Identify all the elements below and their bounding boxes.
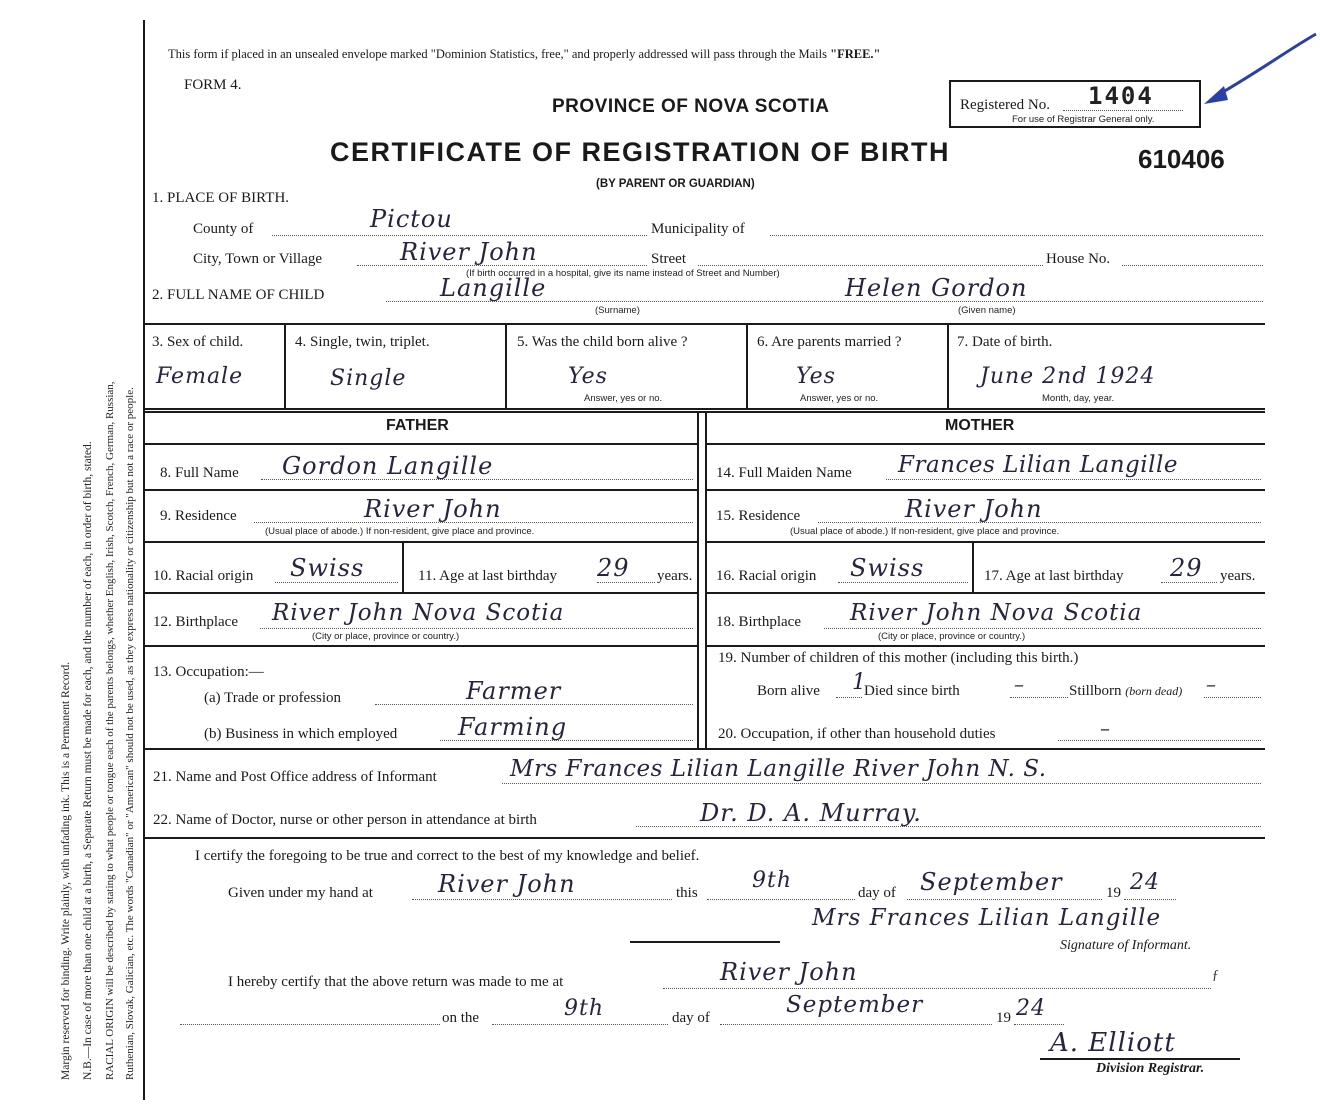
dob-value: June 2nd 1924 — [980, 364, 1156, 389]
mail-notice-free: "FREE." — [830, 47, 881, 61]
on-the-label: on the — [442, 1010, 480, 1026]
father-trade-value: Farmer — [466, 677, 562, 705]
mother-occupation-label: 20. Occupation, if other than household duties — [718, 726, 996, 742]
city-label: City, Town or Village — [193, 251, 323, 267]
father-age-label: 11. Age at last birthday — [418, 568, 557, 584]
plurality-label: 4. Single, twin, triplet. — [295, 334, 430, 350]
registrar-place: River John — [720, 958, 858, 986]
registrar-year-prefix: 19 — [996, 1010, 1011, 1026]
margin-note-3: RACIAL ORIGIN will be described by stating to what people or tongue each of the parents belongs, whether English, Irish, Scotch, French, German, Russian, — [104, 381, 116, 1080]
mail-notice — [168, 47, 880, 62]
father-residence-label: 9. Residence — [160, 508, 237, 524]
house-label: House No. — [1046, 251, 1111, 267]
margin-note-4: Ruthenian, Slovak, Galician, etc. The words "Canadian" or "American" should not be used, as they express nationality or citizenship but not a race or people. — [124, 387, 136, 1080]
father-birthplace-value: River John Nova Scotia — [272, 600, 565, 626]
registrar-statement: I hereby certify that the above return was made to me at — [228, 974, 564, 990]
registrar-day: 9th — [564, 996, 605, 1021]
informant-signature: Mrs Frances Lilian Langille — [812, 905, 1162, 931]
registrar-day-of-label: day of — [672, 1010, 710, 1026]
married-label: 6. Are parents married ? — [757, 334, 902, 350]
mother-residence-caption: (Usual place of abode.) If non-resident, give place and province. — [790, 526, 1060, 537]
children-label: 19. Number of children of this mother (including this birth.) — [718, 650, 1079, 666]
mother-name-value: Frances Lilian Langille — [898, 452, 1178, 478]
sex-value: Female — [156, 364, 244, 389]
form-number: FORM 4. — [184, 77, 242, 93]
street-label: Street — [651, 251, 686, 267]
given-month: September — [920, 868, 1063, 896]
mother-birthplace-caption: (City or place, province or country.) — [878, 631, 1026, 642]
father-occupation-label: 13. Occupation:— — [153, 664, 264, 680]
informant-value: Mrs Frances Lilian Langille River John N. S. — [510, 756, 1047, 782]
father-name-value: Gordon Langille — [282, 452, 494, 480]
child-surname: Langille — [440, 274, 547, 302]
child-given-name: Helen Gordon — [845, 274, 1028, 302]
stillborn-note: (born dead) — [1125, 684, 1183, 698]
mother-heading: MOTHER — [945, 417, 1015, 434]
alive-label: 5. Was the child born alive ? — [517, 334, 688, 350]
married-caption: Answer, yes or no. — [800, 393, 879, 404]
margin-note-1: Margin reserved for binding. Write plainly, with unfading ink. This is a Permanent Record. — [60, 661, 72, 1080]
mother-residence-value: River John — [905, 495, 1043, 523]
father-business-value: Farming — [458, 713, 568, 741]
municipality-label: Municipality of — [651, 221, 745, 237]
stillborn-label — [1069, 683, 1182, 700]
given-year-prefix: 19 — [1106, 885, 1121, 901]
died-label: Died since birth — [864, 683, 960, 699]
registrar-month: September — [786, 992, 924, 1018]
doctor-label: 22. Name of Doctor, nurse or other person in attendance at birth — [153, 812, 537, 828]
child-name-label: 2. FULL NAME OF CHILD — [152, 287, 325, 303]
sex-label: 3. Sex of child. — [152, 334, 244, 350]
dob-label: 7. Date of birth. — [957, 334, 1053, 350]
given-label: Given under my hand at — [228, 885, 373, 901]
registrar-signature: A. Elliott — [1050, 1028, 1176, 1058]
father-residence-caption: (Usual place of abode.) If non-resident, give place and province. — [265, 526, 535, 537]
father-trade-label: (a) Trade or profession — [204, 690, 342, 706]
father-race-value: Swiss — [290, 554, 365, 582]
mother-age-label: 17. Age at last birthday — [984, 568, 1124, 584]
father-name-label: 8. Full Name — [160, 465, 239, 481]
mother-birthplace-label: 18. Birthplace — [716, 614, 801, 630]
surname-caption: (Surname) — [595, 305, 640, 316]
mother-age-unit: years. — [1220, 568, 1256, 584]
mother-birthplace-value: River John Nova Scotia — [850, 600, 1143, 626]
father-race-label: 10. Racial origin — [153, 568, 254, 584]
father-business-label: (b) Business in which employed — [204, 726, 398, 742]
born-alive-label: Born alive — [757, 683, 820, 699]
this-label: this — [676, 885, 698, 901]
left-border — [143, 20, 145, 1100]
dob-caption: Month, day, year. — [1042, 393, 1115, 404]
page-subtitle: (BY PARENT OR GUARDIAN) — [596, 178, 755, 190]
page-title: CERTIFICATE OF REGISTRATION OF BIRTH — [330, 137, 950, 167]
province-heading: PROVINCE OF NOVA SCOTIA — [552, 96, 830, 117]
mother-residence-label: 15. Residence — [716, 508, 801, 524]
serial-number: 610406 — [1138, 144, 1225, 174]
pen-arrow-mark — [1198, 28, 1320, 110]
alive-value: Yes — [568, 364, 608, 389]
plurality-value: Single — [330, 366, 407, 391]
certification-statement: I certify the foregoing to be true and correct to the best of my knowledge and belief. — [195, 848, 700, 864]
given-place: River John — [438, 870, 576, 898]
registered-number: 1404 — [1088, 82, 1154, 110]
given-day: 9th — [752, 868, 793, 893]
city-value: River John — [400, 238, 538, 266]
stillborn-text: Stillborn — [1069, 683, 1122, 699]
married-value: Yes — [796, 364, 836, 389]
place-of-birth-heading: 1. PLACE OF BIRTH. — [152, 190, 290, 206]
mother-race-label: 16. Racial origin — [716, 568, 817, 584]
day-of-label: day of — [858, 885, 896, 901]
stillborn-value: – — [1206, 672, 1217, 696]
mother-name-label: 14. Full Maiden Name — [716, 465, 852, 481]
father-birthplace-label: 12. Birthplace — [153, 614, 238, 630]
hospital-note: (If birth occurred in a hospital, give its name instead of Street and Number) — [466, 268, 780, 279]
margin-note-2: N.B.—In case of more than one child at a birth, a Separate Return must be made for each, and the number of each, in order of birth, stated. — [82, 441, 94, 1080]
informant-label: 21. Name and Post Office address of Informant — [153, 769, 437, 785]
doctor-value: Dr. D. A. Murray. — [700, 799, 922, 827]
father-heading: FATHER — [386, 417, 449, 434]
given-name-caption: (Given name) — [958, 305, 1016, 316]
mail-notice-text: This form if placed in an unsealed envelope marked "Dominion Statistics, free," and properly addressed will pass through the Mails — [168, 47, 827, 61]
born-alive-value: 1 — [852, 670, 867, 695]
signature-caption: Signature of Informant. — [1060, 938, 1192, 953]
father-residence-value: River John — [364, 495, 502, 523]
registered-label: Registered No. — [960, 97, 1050, 113]
county-label: County of — [193, 221, 254, 237]
father-age-value: 29 — [597, 554, 630, 582]
father-birthplace-caption: (City or place, province or country.) — [312, 631, 460, 642]
father-age-unit: years. — [657, 568, 693, 584]
alive-caption: Answer, yes or no. — [584, 393, 663, 404]
registrar-note: For use of Registrar General only. — [1012, 114, 1155, 125]
mother-age-value: 29 — [1170, 554, 1203, 582]
mother-occupation-value: – — [1100, 716, 1111, 740]
registrar-year-suffix: 24 — [1016, 996, 1046, 1021]
county-value: Pictou — [370, 205, 453, 233]
registrar-caption: Division Registrar. — [1096, 1061, 1205, 1076]
mother-race-value: Swiss — [850, 554, 925, 582]
died-value: – — [1014, 672, 1025, 696]
given-year-suffix: 24 — [1130, 870, 1160, 895]
